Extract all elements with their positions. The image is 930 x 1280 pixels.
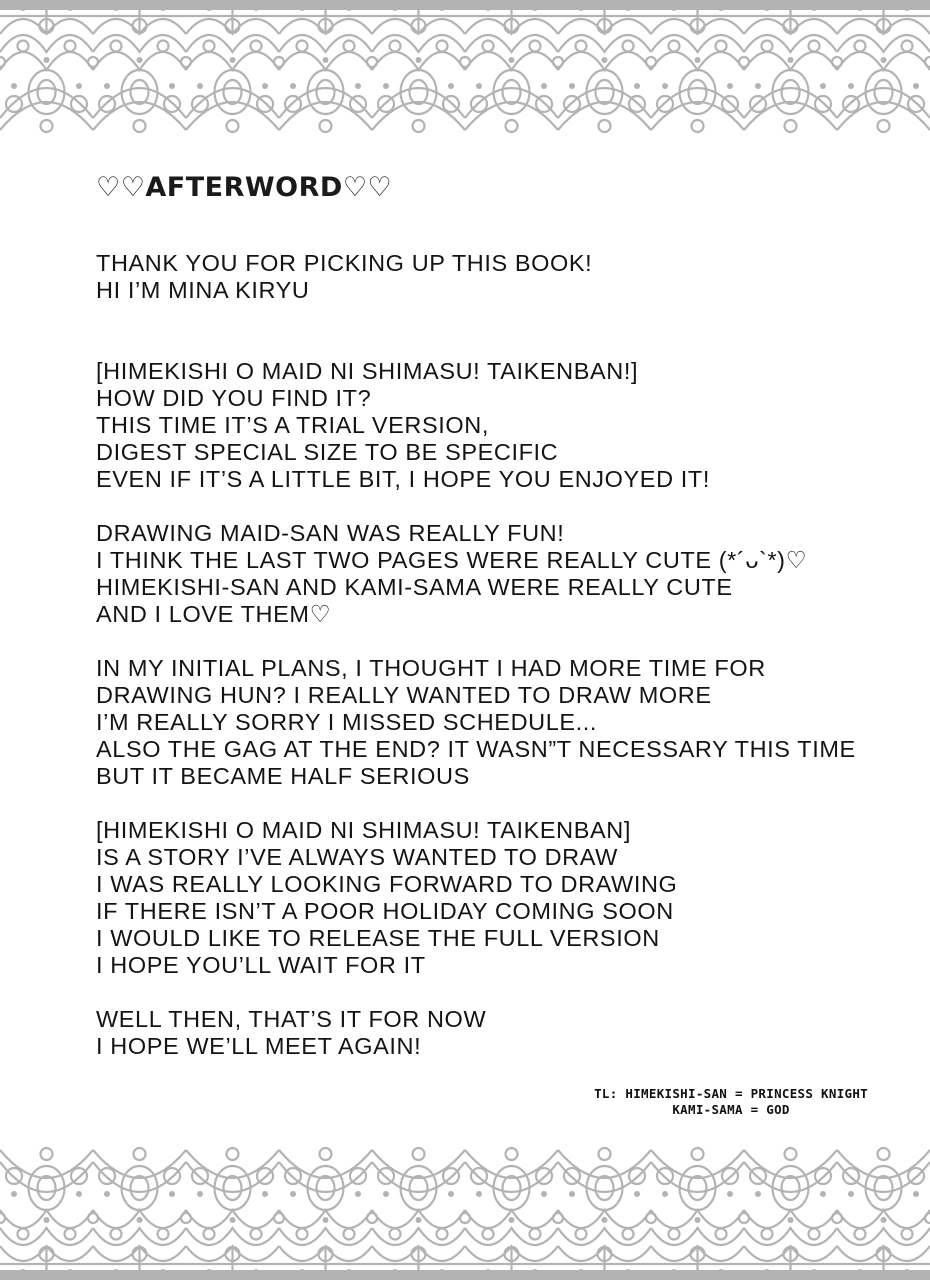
text-line: EVEN IF IT’S A LITTLE BIT, I HOPE YOU ENJOYED IT! <box>96 466 710 492</box>
text-line: I THINK THE LAST TWO PAGES WERE REALLY CUTE (*´ᴗ`*)♡ <box>96 547 808 573</box>
translator-note <box>594 1086 868 1118</box>
text-line: I WOULD LIKE TO RELEASE THE FULL VERSION <box>96 925 660 951</box>
text-line: [HIMEKISHI O MAID NI SHIMASU! TAIKENBAN!] <box>96 358 639 384</box>
paragraph-closing <box>96 1006 886 1060</box>
paragraph-schedule <box>96 655 886 790</box>
text-line: THIS TIME IT’S A TRIAL VERSION, <box>96 412 489 438</box>
text-line: WELL THEN, THAT’S IT FOR NOW <box>96 1006 487 1032</box>
text-line: BUT IT BECAME HALF SERIOUS <box>96 763 470 789</box>
translator-note-line: TL: HIMEKISHI-SAN = PRINCESS KNIGHT <box>594 1086 868 1101</box>
translator-note-line: KAMI-SAMA = GOD <box>672 1102 790 1117</box>
paragraph-spacer <box>96 331 886 358</box>
text-line: HIMEKISHI-SAN AND KAMI-SAMA WERE REALLY CUTE <box>96 574 733 600</box>
text-line: HOW DID YOU FIND IT? <box>96 385 372 411</box>
text-line: [HIMEKISHI O MAID NI SHIMASU! TAIKENBAN] <box>96 817 631 843</box>
paragraph-full-version <box>96 817 886 979</box>
text-line: ALSO THE GAG AT THE END? IT WASN”T NECESSARY THIS TIME <box>96 736 856 762</box>
paragraph-trial-version <box>96 358 886 493</box>
text-line: IF THERE ISN’T A POOR HOLIDAY COMING SOON <box>96 898 674 924</box>
afterword-body <box>96 250 886 1060</box>
text-line: I HOPE YOU’LL WAIT FOR IT <box>96 952 426 978</box>
text-line: I HOPE WE’LL MEET AGAIN! <box>96 1033 422 1059</box>
text-line: THANK YOU FOR PICKING UP THIS BOOK! <box>96 250 593 276</box>
text-line: I WAS REALLY LOOKING FORWARD TO DRAWING <box>96 871 678 897</box>
text-line: AND I LOVE THEM♡ <box>96 601 332 627</box>
paragraph-intro <box>96 250 886 304</box>
text-line: DIGEST SPECIAL SIZE TO BE SPECIFIC <box>96 439 559 465</box>
paragraph-maid-san <box>96 520 886 628</box>
text-line: DRAWING MAID-SAN WAS REALLY FUN! <box>96 520 565 546</box>
page-title: ♡♡AFTERWORD♡♡ <box>96 172 393 203</box>
text-line: HI I’M MINA KIRYU <box>96 277 310 303</box>
text-line: I’M REALLY SORRY I MISSED SCHEDULE... <box>96 709 598 735</box>
text-line: DRAWING HUN? I REALLY WANTED TO DRAW MORE <box>96 682 712 708</box>
text-line: IN MY INITIAL PLANS, I THOUGHT I HAD MORE TIME FOR <box>96 655 766 681</box>
text-line: IS A STORY I’VE ALWAYS WANTED TO DRAW <box>96 844 618 870</box>
